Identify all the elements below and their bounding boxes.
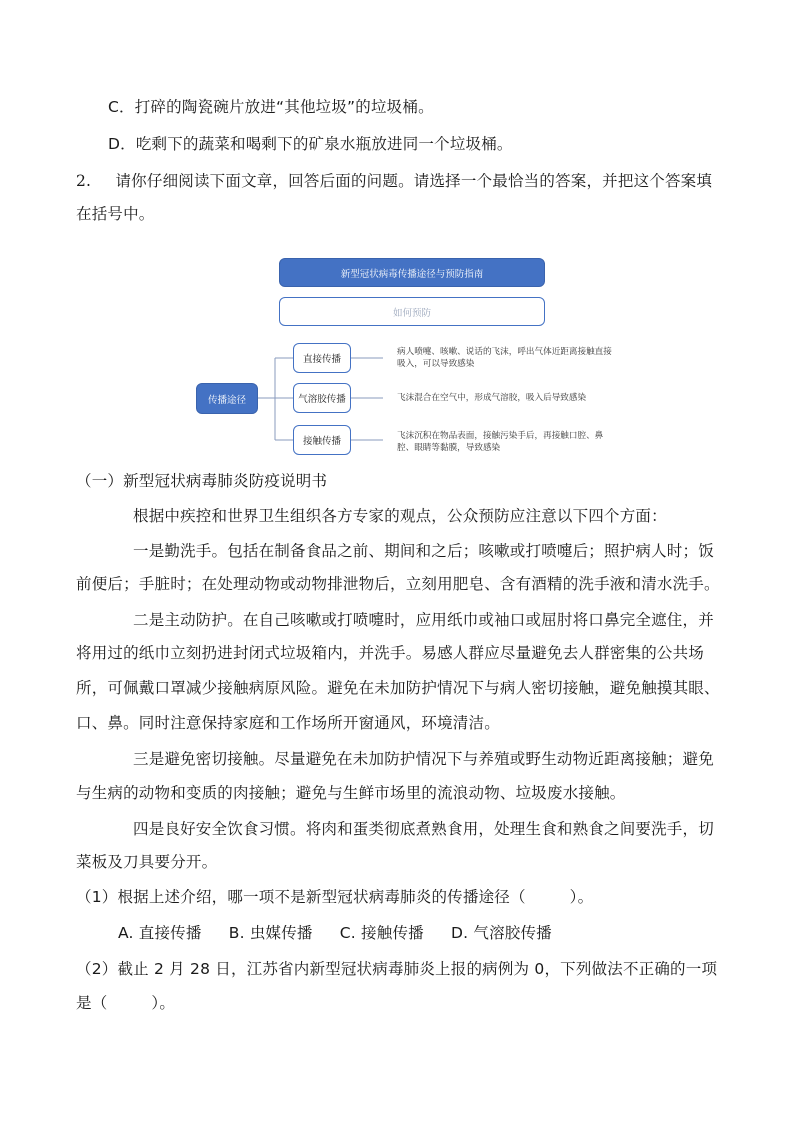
route-direct-desc: 病人喷嚏、咳嗽、说话的飞沫，呼出气体近距离接触直接吸入，可以导致感染: [397, 347, 612, 369]
paragraph-4-line-1: 四是良好安全饮食习惯。将肉和蛋类彻底煮熟食用，处理生食和熟食之间要洗手，切: [133, 820, 714, 838]
route-contact: 接触传播: [293, 425, 351, 455]
diagram-title: 新型冠状病毒传播途径与预防指南: [279, 258, 545, 287]
subquestion-2-stem: 是（: [76, 994, 108, 1012]
subquestion-2-end: ）。: [151, 994, 176, 1012]
option-c[interactable]: C. 接触传播: [339, 924, 424, 942]
paragraph-1-line-2: 前便后；手脏时；在处理动物或动物排泄物后，立刻用肥皂、含有酒精的洗手液和清水洗手。: [76, 575, 720, 593]
question-number: 2.: [76, 172, 92, 190]
question2-text: 请你仔细阅读下面文章，回答后面的问题。请选择一个最恰当的答案，并把这个答案填: [115, 172, 713, 190]
subquestion-1: [76, 886, 593, 908]
subquestion-1-end: ）。: [569, 888, 594, 906]
diagram-subtitle: 如何预防: [279, 297, 545, 326]
option-c-prev: C．打碎的陶瓷碗片放进“其他垃圾”的垃圾桶。: [108, 98, 434, 116]
subquestion-1-stem: （1）根据上述介绍，哪一项不是新型冠状病毒肺炎的传播途径（: [76, 888, 526, 906]
option-d-prev: D．吃剩下的蔬菜和喝剩下的矿泉水瓶放进同一个垃圾桶。: [108, 135, 513, 153]
route-aerosol-desc: 飞沫混合在空气中，形成气溶胶，吸入后导致感染: [397, 393, 587, 403]
paragraph-4-line-2: 菜板及刀具要分开。: [76, 853, 218, 871]
route-direct: 直接传播: [293, 343, 351, 373]
paragraph-3-line-2: 与生病的动物和变质的肉接触；避免与生鲜市场里的流浪动物、垃圾废水接触。: [76, 784, 626, 802]
paragraph-2-line-1: 二是主动防护。在自己咳嗽或打喷嚏时，应用纸巾或袖口或屈肘将口鼻完全遮住，并: [133, 611, 714, 629]
option-a[interactable]: A. 直接传播: [118, 924, 202, 942]
paragraph-2-line-3: 所，可佩戴口罩减少接触病原风险。避免在未加防护情况下与病人密切接触，避免触摸其眼、: [76, 679, 720, 697]
subquestion-1-options: [118, 922, 574, 944]
transmission-diagram: [193, 250, 625, 462]
article-intro: 根据中疾控和世界卫生组织各方专家的观点，公众预防应注意以下四个方面：: [133, 507, 667, 525]
route-aerosol: 气溶胶传播: [293, 383, 351, 413]
paragraph-2-line-2: 将用过的纸巾立刻扔进封闭式垃圾箱内，并洗手。易感人群应尽量避免去人群密集的公共场: [76, 644, 705, 662]
option-d[interactable]: D. 气溶胶传播: [450, 924, 552, 942]
paragraph-1-line-1: 一是勤洗手。包括在制备食品之前、期间和之后；咳嗽或打喷嚏后；照护病人时；饭: [133, 542, 714, 560]
route-contact-desc: 飞沫沉积在物品表面，接触污染手后，再接触口腔、鼻腔、眼睛等黏膜，导致感染: [397, 431, 604, 453]
option-b[interactable]: B. 虫媒传播: [228, 924, 313, 942]
paragraph-3-line-1: 三是避免密切接触。尽量避免在未加防护情况下与养殖或野生动物近距离接触；避免: [133, 750, 714, 768]
subquestion-2-line-1: （2）截止 2 月 28 日，江苏省内新型冠状病毒肺炎上报的病例为 0，下列做法不正确的一项: [76, 960, 718, 978]
subquestion-2-line-2: [76, 992, 175, 1014]
diagram-main-node: 传播途径: [196, 383, 258, 414]
article-heading: （一）新型冠状病毒肺炎防疫说明书: [76, 472, 328, 490]
question2-line1: [76, 170, 712, 192]
question2-line2: 在括号中。: [76, 205, 155, 223]
paragraph-2-line-4: 口、鼻。同时注意保持家庭和工作场所开窗通风，环境清洁。: [76, 714, 500, 732]
